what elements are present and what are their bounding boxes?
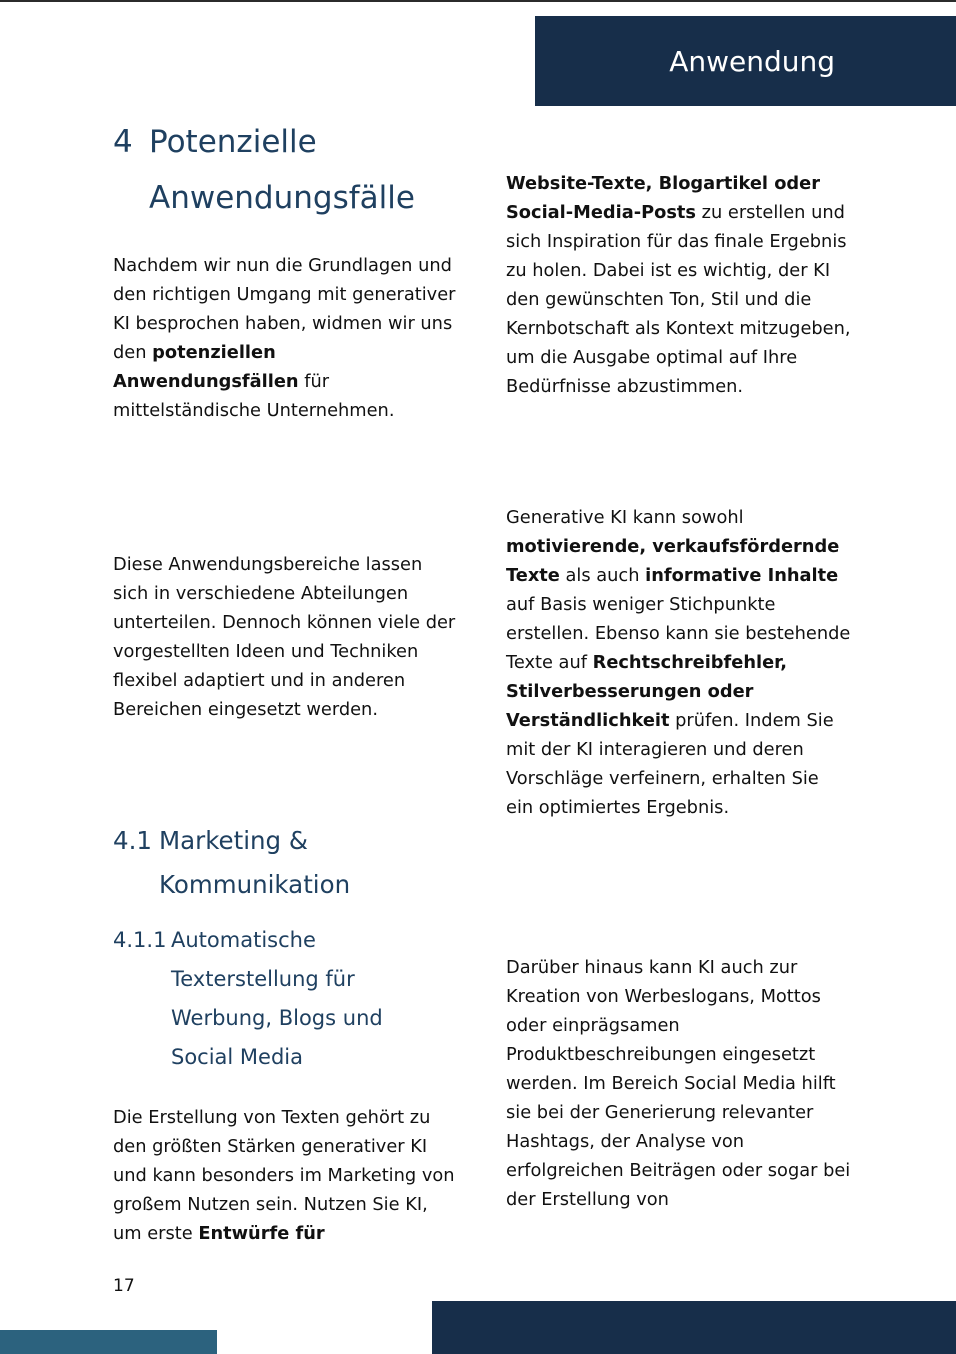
- chapter-number: 4: [113, 124, 133, 160]
- left-column: [113, 0, 458, 1260]
- right-column: [506, 0, 851, 1260]
- gen-ki-bold-1: motivierende, verkaufsfördernde Texte: [506, 536, 840, 586]
- gen-ki-text-4: prüfen. Indem Sie mit der KI interagieren und deren Vorschläge verfeinern, erhalten Sie ein optimiertes Ergebnis.: [506, 710, 834, 818]
- text-creation-bold-1: Entwürfe für: [198, 1223, 325, 1244]
- gen-ki-text-1: Generative KI kann sowohl: [506, 507, 744, 528]
- gen-ki-bold-2: informative Inhalte: [645, 565, 839, 586]
- gen-ki-text-3: auf Basis weniger Stichpunkte erstellen. Ebenso kann sie bestehende Texte auf: [506, 594, 851, 673]
- section-title: Marketing & Kommunikation: [159, 826, 351, 899]
- footer-left-bar: [0, 1330, 217, 1354]
- gen-ki-text-2: als auch: [559, 565, 646, 586]
- subsection-number: 4.1.1: [113, 928, 167, 952]
- intro-paragraph: [113, 251, 458, 425]
- gen-ki-bold-3: Rechtschreibfehler, Stilverbesserungen oder Verständlichkeit: [506, 652, 788, 731]
- header-title: Anwendung: [669, 44, 835, 78]
- chapter-heading: [113, 114, 458, 226]
- website-texts-bold: Website-Texte, Blogartikel oder Social-Media-Posts: [506, 173, 820, 223]
- subsection-title: Automatische Texterstellung für Werbung, Blogs und Social Media: [171, 928, 383, 1069]
- section-heading: [113, 819, 458, 907]
- page-number: 17: [113, 1276, 135, 1296]
- intro-bold-1: potenziellen Anwendungsfällen: [113, 342, 299, 392]
- text-creation-paragraph: [113, 1103, 458, 1248]
- slogans-paragraph: Darüber hinaus kann KI auch zur Kreation von Werbeslogans, Mottos oder einprägsamen Produktbeschreibungen eingesetzt werden. Im Bereich Social Media hilft sie bei der Generierung relevanter Hashtags, der Analyse von erfolgreichen Beiträgen oder sogar bei der Erstellung von: [506, 957, 851, 1210]
- subsection-heading: [113, 921, 458, 1077]
- intro-text-1: Nachdem wir nun die Grundlagen und den richtigen Umgang mit generativer KI besprochen haben, widmen wir uns den: [113, 255, 456, 363]
- departments-paragraph: Diese Anwendungsbereiche lassen sich in verschiedene Abteilungen unterteilen. Dennoch können viele der vorgestellten Ideen und Techniken flexibel adaptiert und in anderen Bereichen eingesetzt werden.: [113, 554, 456, 720]
- website-texts-text: zu erstellen und sich Inspiration für das finale Ergebnis zu holen. Dabei ist es wichtig, der KI den gewünschten Ton, Stil und die Kernbotschaft als Kontext mitzugeben, um die Ausgabe optimal auf Ihre Bedürfnisse abzustimmen.: [506, 202, 851, 397]
- section-number: 4.1: [113, 826, 152, 855]
- intro-text-2: für mittelständische Unternehmen.: [113, 371, 395, 421]
- text-creation-text-1: Die Erstellung von Texten gehört zu den größten Stärken generativer KI und kann besonders im Marketing von großem Nutzen sein. Nutzen Sie KI, um erste: [113, 1107, 455, 1244]
- website-texts-paragraph: [506, 169, 851, 401]
- generative-ki-paragraph: [506, 503, 851, 822]
- footer-right-bar: [432, 1301, 956, 1354]
- chapter-title: Potenzielle Anwendungsfälle: [149, 124, 415, 216]
